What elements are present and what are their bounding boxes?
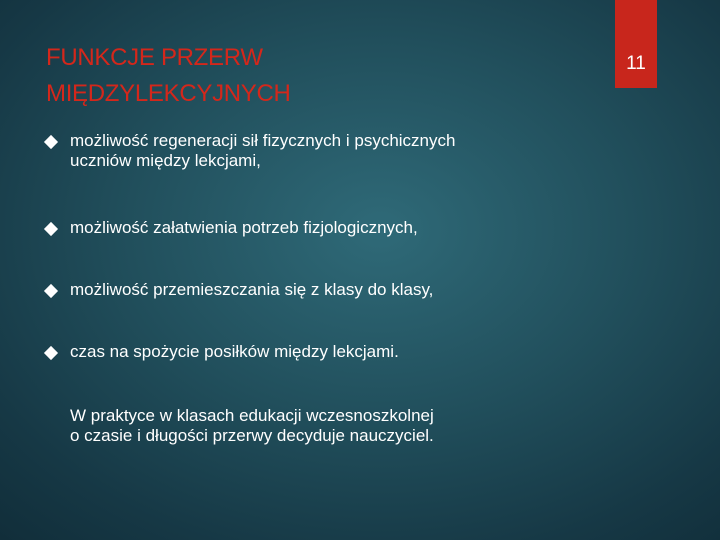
- page-number: 11: [626, 53, 646, 74]
- diamond-bullet-icon: [44, 135, 58, 149]
- bullet-item-4: [46, 342, 606, 362]
- slide-title-line-2: MIĘDZYLEKCYJNYCH: [46, 80, 291, 107]
- bullet-text-4: czas na spożycie posiłków między lekcjami.: [70, 342, 399, 361]
- note-line-2: o czasie i długości przerwy decyduje nauczyciel.: [70, 426, 434, 445]
- diamond-bullet-icon: [44, 222, 58, 236]
- diamond-bullet-icon: [44, 346, 58, 360]
- bullet-text-2: możliwość załatwienia potrzeb fizjologicznych,: [70, 218, 418, 237]
- slide-title-line-1: FUNKCJE PRZERW: [46, 44, 263, 71]
- bullet-item-3: [46, 280, 606, 300]
- bullet-item-1: [46, 131, 606, 171]
- bullet-item-2: [46, 218, 606, 238]
- note-paragraph: [70, 406, 590, 446]
- note-line-1: W praktyce w klasach edukacji wczesnoszkolnej: [70, 406, 434, 425]
- diamond-bullet-icon: [44, 284, 58, 298]
- bullet-text-1-line-1: możliwość regeneracji sił fizycznych i psychicznych: [70, 131, 456, 150]
- bullet-text-3: możliwość przemieszczania się z klasy do klasy,: [70, 280, 434, 299]
- bullet-text-1-line-2: uczniów między lekcjami,: [70, 151, 261, 170]
